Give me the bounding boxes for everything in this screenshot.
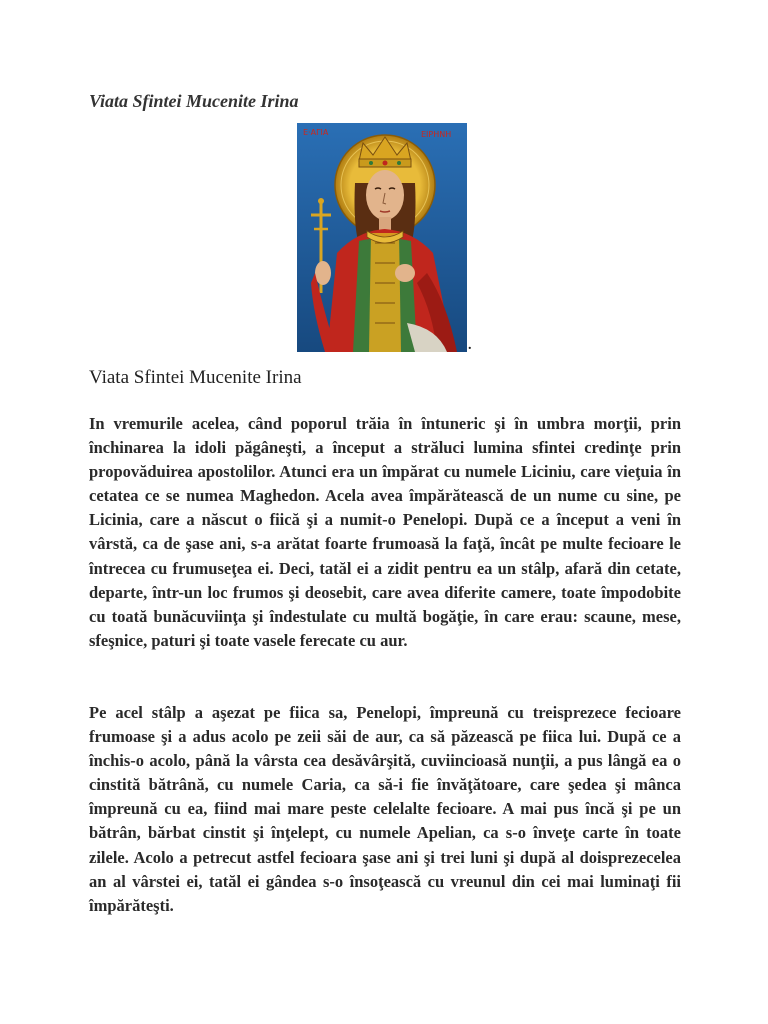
paragraph-1: In vremurile acelea, când poporul trăia în întuneric şi în umbra morţii, prin închinarea la idoli păgâneşti, a început a străluci lumina sfintei credinţe prin propovăduirea apostolilor. Atunci era un împărat cu numele Liciniu, care vieţuia în cetatea ce se numea Maghedon. Acela avea împărătească de un nume cu sine, pe Licinia, care a născut o fiică şi a numit-o Penelopi. După ce a început a veni în vârstă, ca de şase ani, s-a arătat foarte frumoasă la faţă, încât pe multe fecioare le întrecea cu frumuseţea ei. Deci, tatăl ei a zidit pentru ea un stâlp, afară din cetate, departe, într-un loc frumos şi deosebit, care avea diferite camere, toate împodobite cu toată bunăcuviinţa şi îndestulate cu multă bogăţie, în care erau: scaune, mese, sfeşnice, paturi şi toate vasele ferecate cu aur.	[89, 414, 681, 650]
saint-icon-image	[297, 123, 467, 352]
saint-icon-painting	[297, 123, 467, 352]
section-heading: Viata Sfintei Mucenite Irina	[89, 367, 302, 388]
trailing-dot: .	[468, 338, 472, 353]
paragraph-2: Pe acel stâlp a aşezat pe fiica sa, Penelopi, împreună cu treisprezece fecioare frumoase şi a adus acolo pe zeii săi de aur, ca să păzească pe fiica lui. După ce a închis-o acolo, până la vârsta cea desăvârşită, cuviincioasă nunţii, a pus lângă ea o cinstită bătrână, cu numele Caria, ca să-i fie învăţătoare, care şedea şi mânca împreună cu ea, fiind mai mare peste celelalte fecioare. A mai pus încă şi pe un bătrân, bărbat cinstit şi înţelept, cu numele Apelian, ca s-o înveţe carte în toate zilele. Acolo a petrecut astfel fecioara şase ani şi trei luni şi după al doisprezecelea an al vârstei ei, tatăl ei gândea s-o însoţească cu vreunul din cei mai luminaţi fii împărăteşti.	[89, 703, 681, 915]
page-title: Viata Sfintei Mucenite Irina	[89, 91, 299, 111]
icon-inscription-right: ΕΙΡΗΝΗ	[421, 130, 452, 139]
icon-inscription-left: Ε·ΑΓΙΑ	[303, 128, 329, 137]
